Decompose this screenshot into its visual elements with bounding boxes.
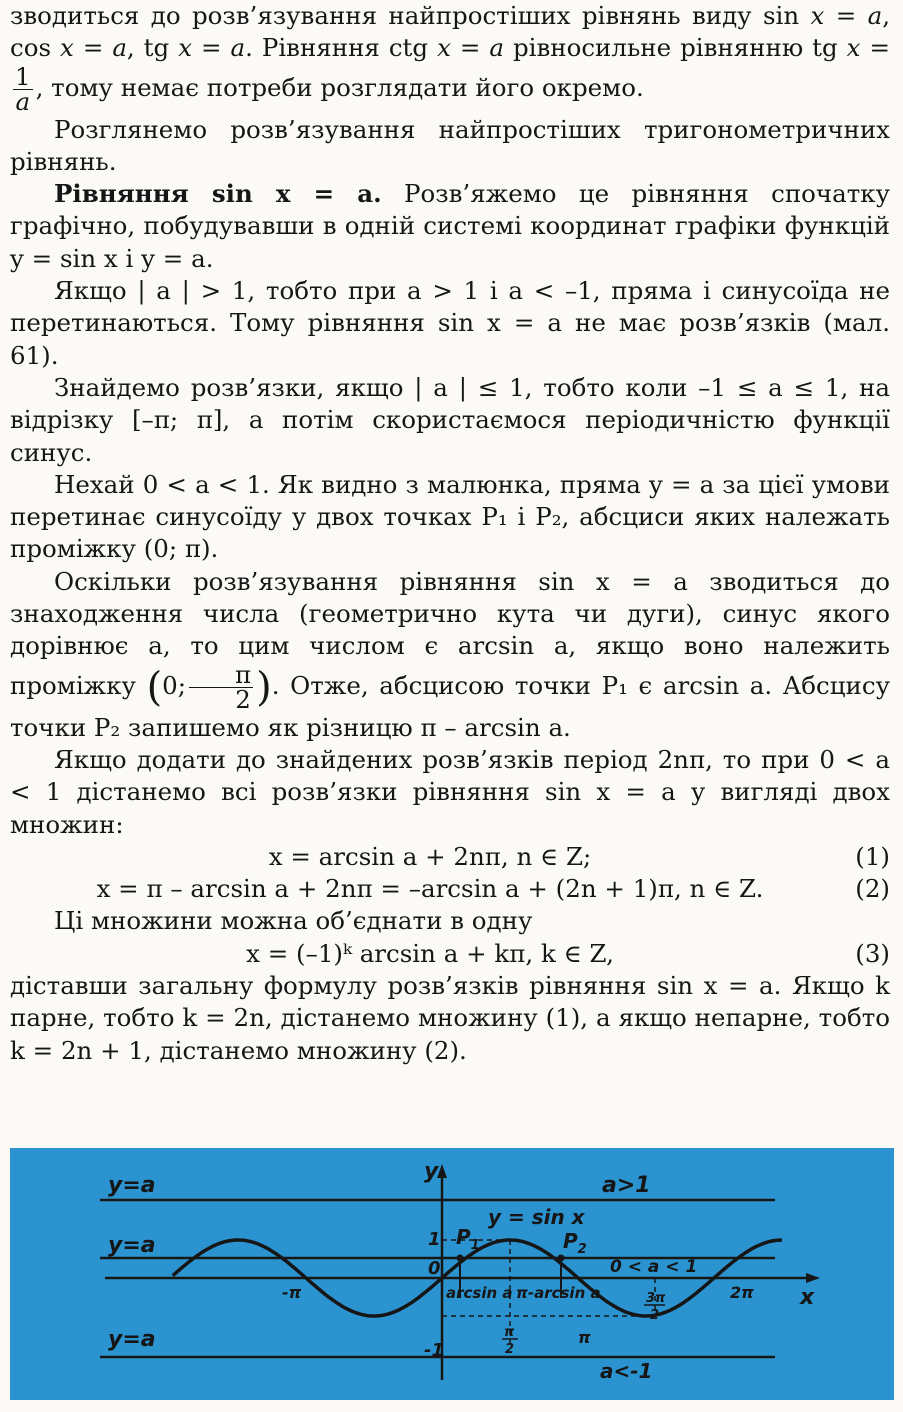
paragraph-4: Якщо | a | > 1, тобто при a > 1 і a < –1, пряма і синусоїда не перетинаються. Тому рівняння sin x = a не має розв’язків (мал. 61).	[10, 276, 890, 370]
equation-3: x = (–1)ᵏ arcsin a + kπ, k ∈ Z, (3)	[246, 938, 890, 968]
label-pi-half-den: 2	[505, 1342, 515, 1357]
label-minus-one: -1	[424, 1340, 444, 1361]
fraction-pi-over-2: $\frac{\pi}{2}$	[189, 663, 253, 712]
label-a-lt-minus-1: a<-1	[600, 1359, 653, 1383]
paragraph-9: Ці множини можна об’єднати в одну	[54, 906, 533, 936]
label-origin: 0	[428, 1258, 441, 1279]
label-pi-minus-arcsin: π-arcsin a	[516, 1284, 601, 1302]
text-body	[10, 0, 890, 1067]
paragraph-5: Знайдемо розв’язки, якщо | a | ≤ 1, тобто коли –1 ≤ a ≤ 1, на відрізку [–π; π], а потім скористаємося періодичністю функції синус.	[10, 372, 890, 467]
label-a-gt-1: a>1	[602, 1173, 651, 1198]
sine-graph-svg	[10, 1148, 894, 1400]
figure-sine-graph	[10, 1148, 894, 1400]
label-two-pi: 2π	[730, 1283, 754, 1302]
point-p1	[457, 1255, 464, 1262]
label-x-axis: x	[800, 1285, 815, 1310]
label-one: 1	[428, 1229, 441, 1250]
label-p1: $P_1$	[456, 1225, 480, 1253]
paragraph-6: Нехай 0 < a < 1. Як видно з малюнка, пряма y = a за цієї умови перетинає синусоїду у двох точках P₁ і P₂, абсциси яких належать проміжку (0; π).	[10, 469, 890, 564]
point-p2	[558, 1255, 565, 1262]
label-ya-top: y=a	[108, 1173, 156, 1198]
paragraph-3: Рівняння sin x = a. Розв’яжемо це рівняння спочатку графічно, побудувавши в одній системі координат графіки функцій y = sin x і y = a.	[10, 179, 890, 273]
paragraph-intro: зводиться до розв’язування найпростіших рівнянь виду sin x = a, cos x = a, tg x = a. Рівняння ctg x = a рівносильне рівнянню tg x = $\frac{1}{a}$ , тому немає потреби розглядати його окремо.	[10, 1, 890, 116]
label-three-pi: 3π	[646, 1291, 666, 1306]
equation-2: x = π – arcsin a + 2nπ = –arcsin a + (2n + 1)π, n ∈ Z. (2)	[96, 874, 890, 904]
equation-1: x = arcsin a + 2nπ, n ∈ Z; (1)	[268, 841, 890, 871]
label-y-sin-x: y = sin x	[488, 1205, 585, 1229]
label-ya-mid: y=a	[108, 1233, 156, 1258]
label-minus-pi: -π	[282, 1283, 302, 1302]
label-arcsin-a: arcsin a	[446, 1284, 513, 1302]
paragraph-10: діставши загальну формулу розв’язків рівняння sin x = a. Якщо k парне, тобто k = 2n, дістанемо множину (1), а якщо непарне, тобто k = 2n + 1, дістанемо множину (2).	[10, 971, 890, 1065]
paragraph-8: Якщо додати до знайдених розв’язків період 2nπ, то при 0 < a < 1 дістанемо всі розв’язки рівняння sin x = a у вигляді двох множин:	[10, 744, 890, 839]
paragraph-7: Оскільки розв’язування рівняння sin x = a зводиться до знаходження числа (геометрично кута чи дуги), синус якого дорівнює a, то цим числом є arcsin a, якщо воно належить проміжку (0; $\frac{\pi}{2}$ ). Отже, абсцисою точки P₁ є arcsin a. Абсцису точки P₂ запишемо як різницю π – arcsin a.	[10, 566, 891, 742]
label-y-axis: y	[424, 1159, 439, 1184]
label-range: 0 < a < 1	[610, 1257, 698, 1277]
label-ya-low: y=a	[108, 1327, 156, 1352]
label-three-pi-den: 2	[650, 1308, 660, 1323]
label-pi-half-num: π	[504, 1325, 515, 1340]
label-pi: π	[578, 1328, 591, 1347]
heading-sin-equation: Рівняння sin x = a.	[54, 179, 382, 209]
paragraph-2: Розглянемо розв’язування найпростіших тригонометричних рівнянь.	[10, 114, 890, 176]
label-p2: $P_2$	[563, 1229, 587, 1257]
fraction-one-over-a: $\frac{1}{a}$	[15, 61, 31, 116]
